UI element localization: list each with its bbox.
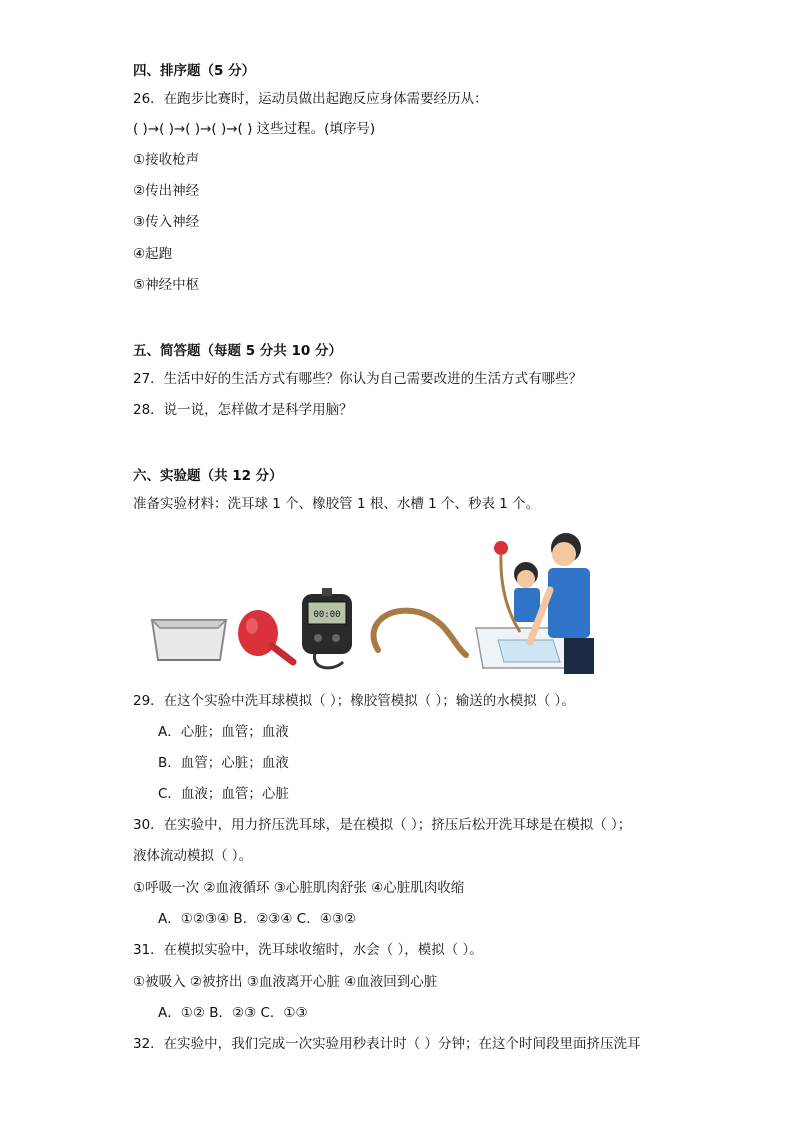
q29-stem: 29．在这个实验中洗耳球模拟（ ）；橡胶管模拟（ ）；输送的水模拟（ ）。 <box>133 693 575 709</box>
q32-stem: 32．在实验中，我们完成一次实验用秒表计时（ ）分钟；在这个时间段里面挤压洗耳 <box>133 1036 641 1052</box>
q26-option-5: ⑤神经中枢 <box>133 277 200 293</box>
q26-option-2: ②传出神经 <box>133 183 200 199</box>
q29-option-c: C．血液；血管；心脏 <box>158 786 289 802</box>
q31-choices: A．①② B．②③ C．①③ <box>158 1005 308 1021</box>
q28-stem: 28．说一说，怎样做才是科学用脑？ <box>133 402 353 418</box>
q30-stem-line2: 液体流动模拟（ ）。 <box>133 848 253 864</box>
section-4-heading: 四、排序题（5 分） <box>133 63 256 79</box>
section-6-heading: 六、实验题（共 12 分） <box>133 468 283 484</box>
materials-text: 准备实验材料：洗耳球 1 个、橡胶管 1 根、水槽 1 个、秒表 1 个。 <box>133 496 540 512</box>
q27-stem: 27．生活中好的生活方式有哪些？你认为自己需要改进的生活方式有哪些？ <box>133 371 583 387</box>
q31-stem: 31．在模拟实验中，洗耳球收缩时，水会（ ），模拟（ ）。 <box>133 942 483 958</box>
q30-choices: A．①②③④ B．②③④ C．④③② <box>158 911 357 927</box>
students-experiment-illustration <box>476 533 594 674</box>
q31-items: ①被吸入 ②被挤出 ③血液离开心脏 ④血液回到心脏 <box>133 974 438 990</box>
q29-option-b: B．血管；心脏；血液 <box>158 755 289 771</box>
q26-option-1: ①接收枪声 <box>133 152 200 168</box>
section-5-heading: 五、简答题（每题 5 分共 10 分） <box>133 343 342 359</box>
q30-stem-line1: 30．在实验中，用力挤压洗耳球，是在模拟（ ）；挤压后松开洗耳球是在模拟（ ）； <box>133 817 632 833</box>
experiment-materials-illustration <box>148 530 618 675</box>
q26-blanks: ( )→( )→( )→( )→( ) 这些过程。(填序号) <box>133 121 376 137</box>
stopwatch-display: 00:00 <box>313 610 341 620</box>
rubber-tube-icon <box>374 611 466 655</box>
water-tank-icon <box>152 620 226 660</box>
q26-stem: 26．在跑步比赛时，运动员做出起跑反应身体需要经历从： <box>133 91 488 107</box>
stopwatch-icon <box>302 588 352 668</box>
q26-option-4: ④起跑 <box>133 246 173 262</box>
ear-syringe-bulb-icon <box>238 610 293 662</box>
q30-items: ①呼吸一次 ②血液循环 ③心脏肌肉舒张 ④心脏肌肉收缩 <box>133 880 465 896</box>
q26-option-3: ③传入神经 <box>133 214 200 230</box>
q29-option-a: A．心脏；血管；血液 <box>158 724 289 740</box>
